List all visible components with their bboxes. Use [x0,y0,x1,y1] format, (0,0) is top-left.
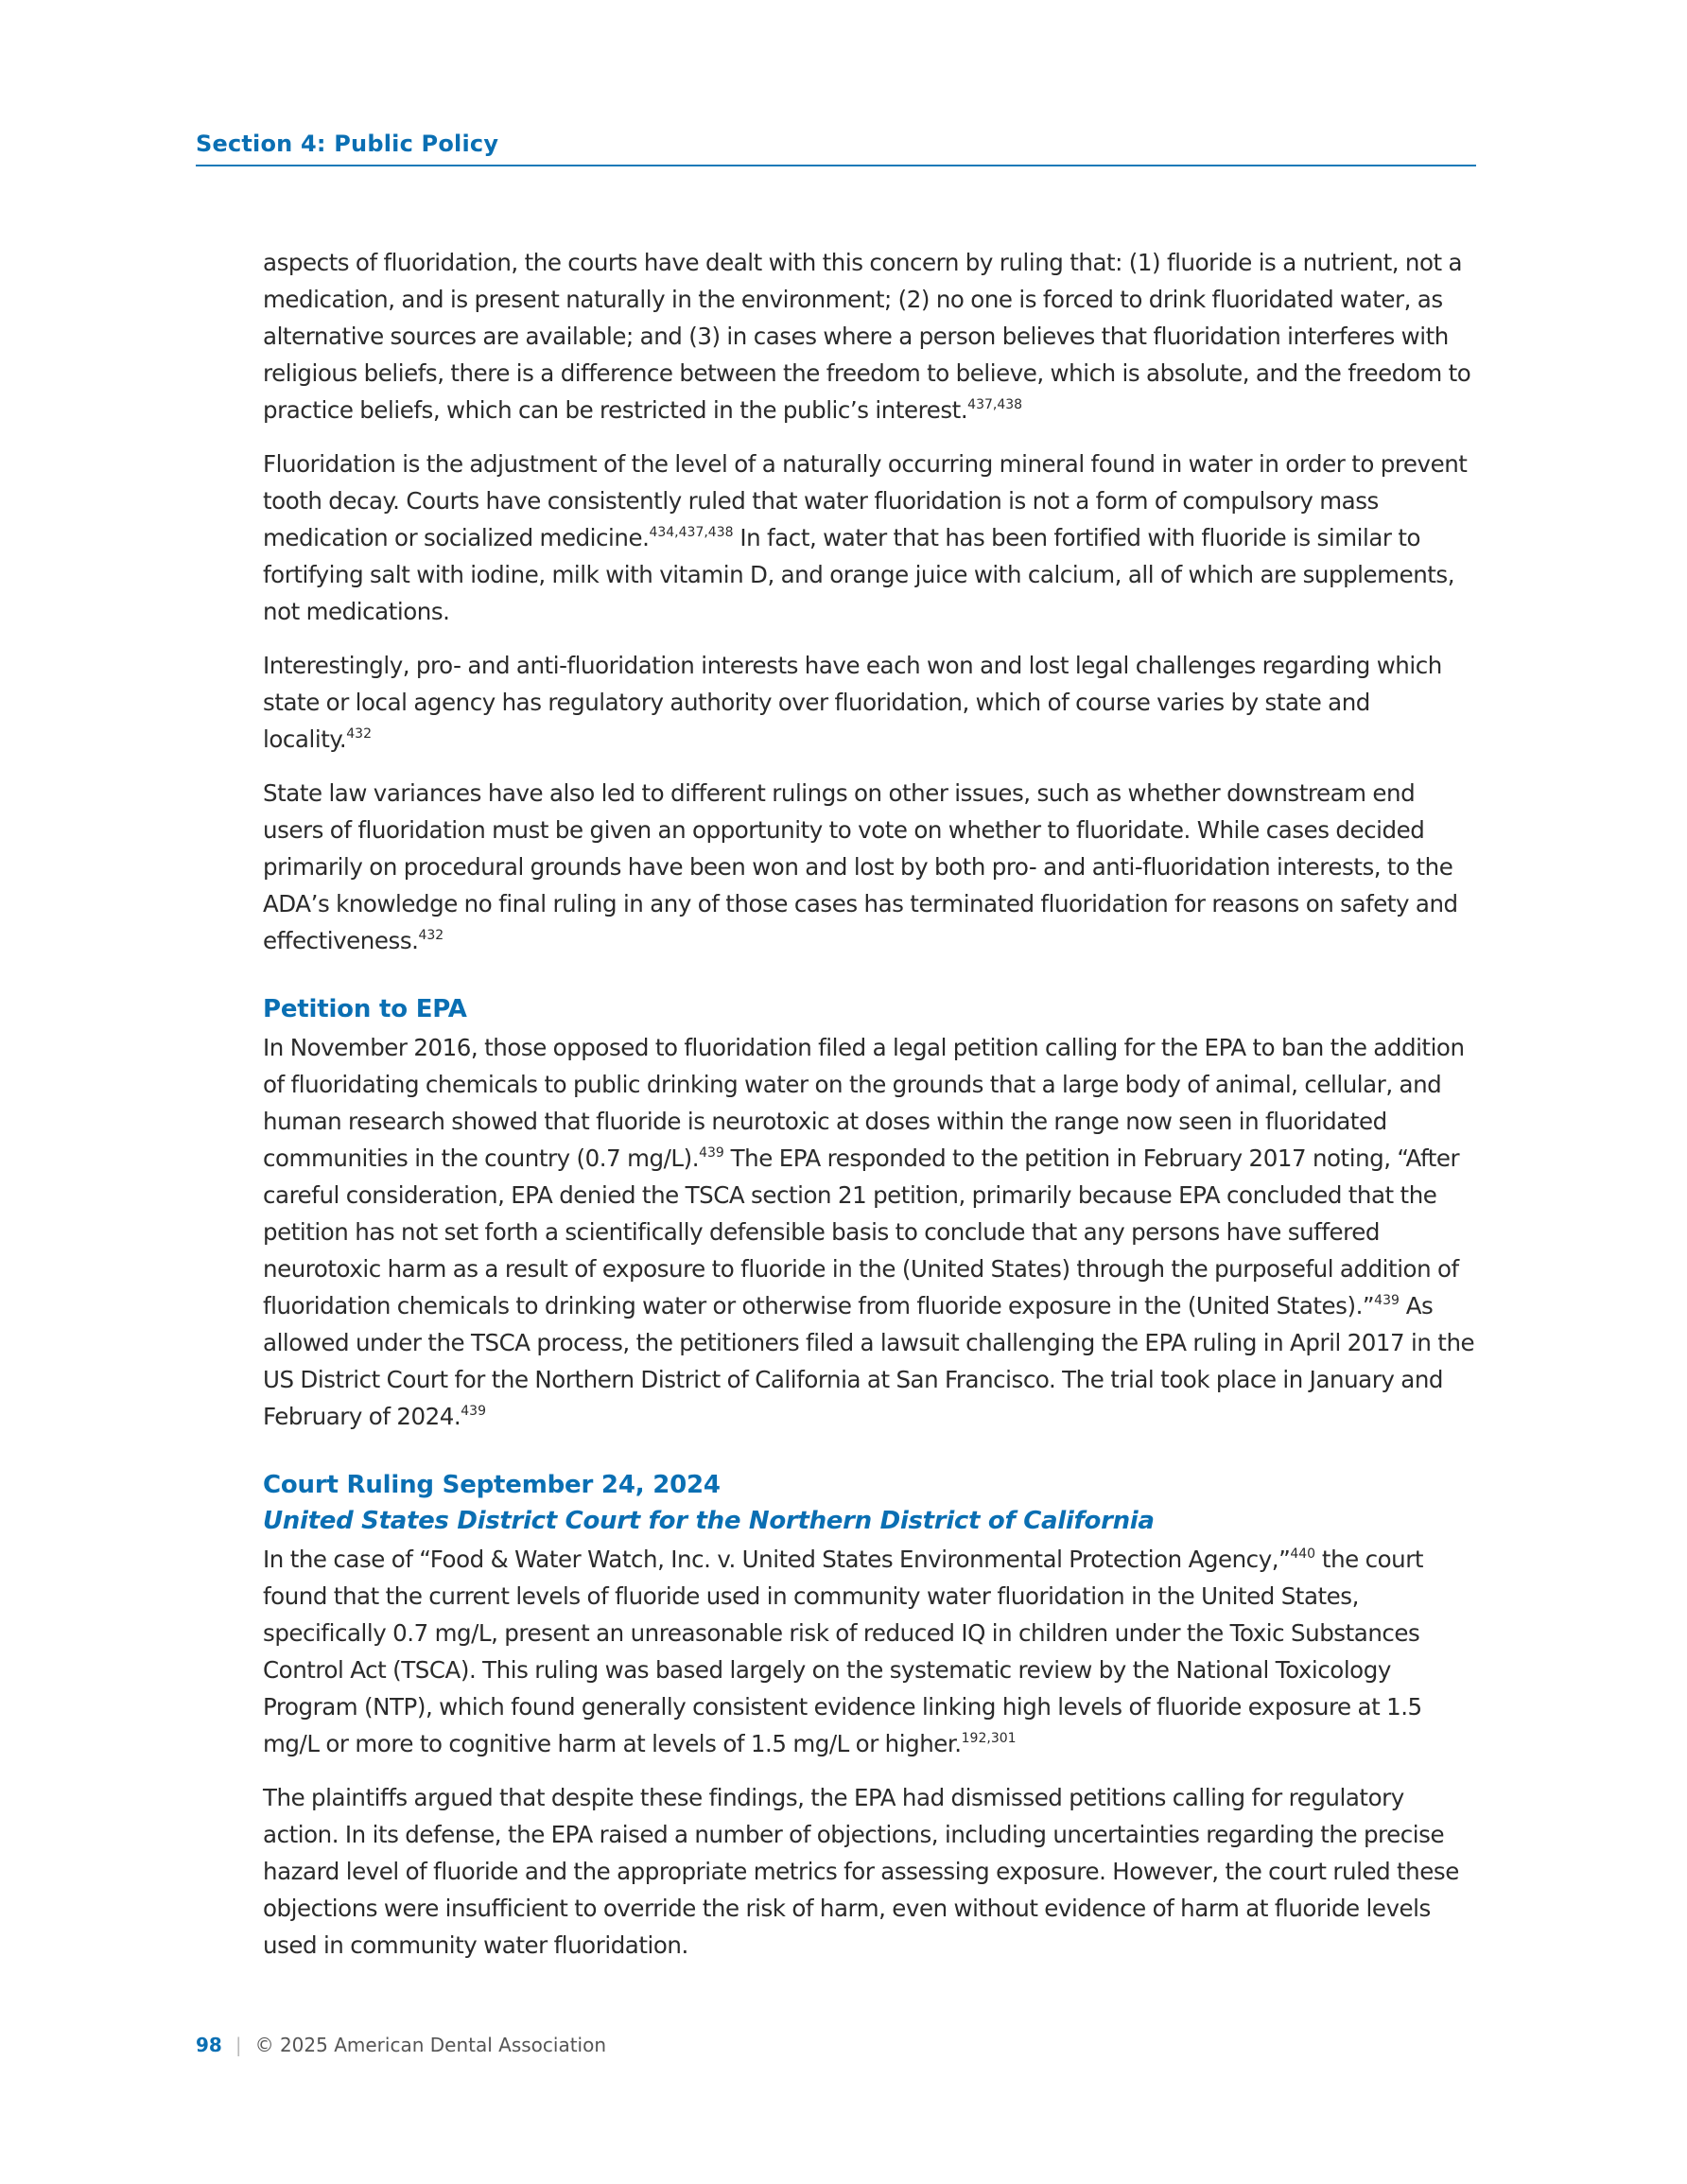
header-divider [196,165,1476,166]
paragraph [263,1029,1478,1435]
paragraph [263,775,1478,959]
citation-ref: 434,437,438 [649,525,734,540]
main-content [263,244,1478,1981]
paragraph-text: In the case of “Food & Water Watch, Inc. v. United States Environmental Protection Agency,” [263,1546,1291,1573]
citation-ref: 439 [1374,1293,1400,1308]
citation-ref: 437,438 [967,397,1023,412]
paragraph [263,1541,1478,1762]
citation-ref: 440 [1290,1546,1316,1562]
page-footer [196,2034,606,2056]
heading-petition-to-epa: Petition to EPA [263,995,467,1023]
paragraph: The plaintiffs argued that despite these findings, the EPA had dismissed petitions calling for regulatory action. In its defense, the EPA raised a number of objections, including uncertainties regarding the precise hazard level of fluoride and the appropriate metrics for assessing exposure. However, the court ruled these objections were insufficient to override the risk of harm, even without evidence of harm at fluoride levels used in community water fluoridation. [263,1784,1459,1959]
citation-ref: 432 [418,928,444,943]
paragraph-text: In fact, water that has been fortified with fluoride is similar to fortifying salt with iodine, milk with vitamin D, and orange juice with calcium, all of which are supplements, not medications. [263,524,1455,625]
paragraph-text: In November 2016, those opposed to fluoridation filed a legal petition calling for the EPA to ban the addition of fluoridating chemicals to public drinking water on the grounds that a large body of animal, cellular, and human research showed that fluoride is neurotoxic at doses within the range now seen in fluoridated communities in the country (0.7 mg/L). [263,1034,1465,1172]
heading-court-ruling: Court Ruling September 24, 2024 [263,1471,721,1499]
citation-ref: 192,301 [961,1731,1017,1746]
paragraph-text: Interestingly, pro- and anti-fluoridation interests have each won and lost legal challenges regarding which state or local agency has regulatory authority over fluoridation, which of course varies by state and locality. [263,652,1442,753]
paragraph-text: Fluoridation is the adjustment of the level of a naturally occurring mineral found in water in order to prevent tooth decay. Courts have consistently ruled that water fluoridation is not a form of compulsory mass medication or socialized medicine. [263,450,1468,551]
citation-ref: 439 [461,1404,486,1419]
paragraph [263,647,1478,758]
paragraph-text: State law variances have also led to different rulings on other issues, such as whether downstream end users of fluoridation must be given an opportunity to vote on whether to fluoridate. While cases decided primarily on procedural grounds have been won and lost by both pro- and anti-fluoridation interests, to the ADA’s knowledge no final ruling in any of those cases has terminated fluoridation for reasons on safety and effectiveness. [263,779,1458,954]
paragraph-text: The EPA responded to the petition in February 2017 noting, “After careful consideration, EPA denied the TSCA section 21 petition, primarily because EPA concluded that the petition has not set forth a scientifically defensible basis to conclude that any persons have suffered neurotoxic harm as a result of exposure to fluoride in the (United States) through the purposeful addition of fluoridation chemicals to drinking water or otherwise from fluoride exposure in the (United States).” [263,1144,1460,1319]
citation-ref: 439 [699,1145,724,1161]
paragraph-text: aspects of fluoridation, the courts have dealt with this concern by ruling that: (1) fluoride is a nutrient, not a medication, and is present naturally in the environment; (2) no one is forced to drink fluoridated water, as alternative sources are available; and (3) in cases where a person believes that fluoridation interferes with religious beliefs, there is a difference between the freedom to believe, which is absolute, and the freedom to practice beliefs, which can be restricted in the public’s interest. [263,249,1471,424]
page-number: 98 [196,2034,222,2056]
paragraph-text: As allowed under the TSCA process, the petitioners filed a lawsuit challenging the EPA ruling in April 2017 in the US District Court for the Northern District of California at San Francisco. The trial took place in January and February of 2024. [263,1292,1475,1430]
section-header: Section 4: Public Policy [196,131,499,157]
subheading-district-court: United States District Court for the Northern District of California [263,1507,1155,1535]
paragraph [263,446,1478,630]
footer-separator: | [235,2034,242,2056]
citation-ref: 432 [346,726,372,742]
copyright-text: © 2025 American Dental Association [254,2034,607,2056]
paragraph [263,244,1478,428]
paragraph-text: the court found that the current levels of fluoride used in community water fluoridation in the United States, specifically 0.7 mg/L, present an unreasonable risk of reduced IQ in children under the Toxic Substances Control Act (TSCA). This ruling was based largely on the systematic review by the National Toxicology Program (NTP), which found generally consistent evidence linking high levels of fluoride exposure at 1.5 mg/L or more to cognitive harm at levels of 1.5 mg/L or higher. [263,1546,1424,1757]
